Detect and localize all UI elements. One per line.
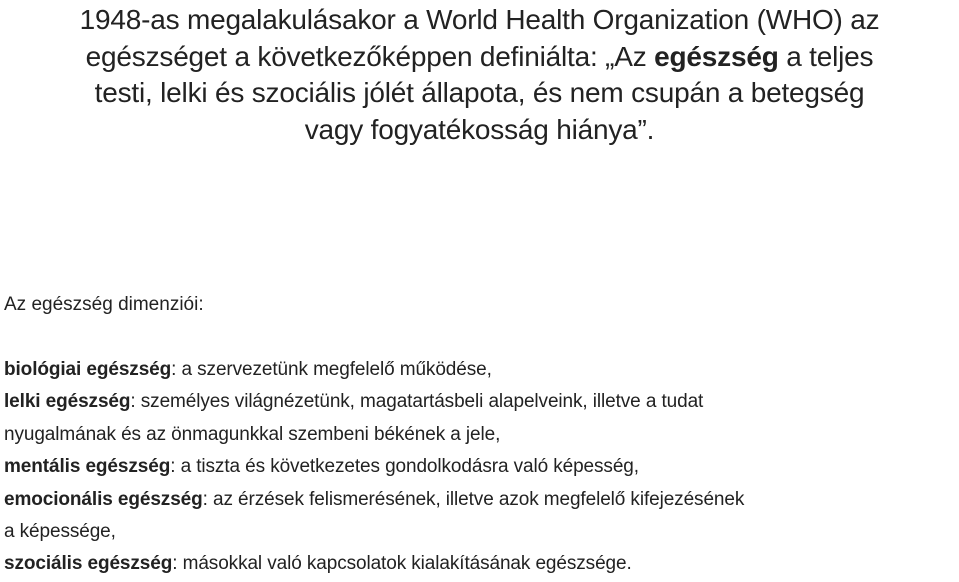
dimension-term: mentális egészség <box>4 456 171 478</box>
who-definition <box>0 2 959 148</box>
dimension-item-social <box>4 548 959 580</box>
definition-line-2-start: egészséget a következőképpen definiálta: „Az <box>85 40 655 72</box>
dimension-item-emotional <box>4 484 959 516</box>
definition-line-3: testi, lelki és szociális jólét állapota, és nem csupán a betegség <box>94 77 865 108</box>
dimension-item-spiritual <box>4 386 959 418</box>
dimension-item-biological <box>4 354 959 386</box>
dimension-text: : személyes világnézetünk, magatartásbeli alapelveink, illetve a tudat <box>130 391 704 413</box>
dimension-item-emotional-continuation: a képessége, <box>4 521 116 543</box>
dimension-text: : a tiszta és következetes gondolkodásra való képesség, <box>170 456 639 478</box>
dimension-item-mental <box>4 451 959 483</box>
dimension-term: szociális egészség <box>4 553 173 575</box>
dimension-item-spiritual-continuation: nyugalmának és az önmagunkkal szembeni békének a jele, <box>4 423 501 445</box>
dimension-term: biológiai egészség <box>4 359 172 380</box>
definition-line-2-end: a teljes <box>778 40 874 72</box>
dimensions-list <box>4 354 959 581</box>
definition-line-1: 1948-as megalakulásakor a World Health Organization (WHO) az <box>79 4 880 35</box>
dimension-term: lelki egészség <box>4 391 131 413</box>
dimension-text: : másokkal való kapcsolatok kialakításának egészsége. <box>172 553 632 575</box>
dimension-text: : az érzések felismerésének, illetve azok megfelelő kifejezésének <box>202 488 745 510</box>
definition-bold-term: egészség <box>654 40 779 72</box>
dimensions-title: Az egészség dimenziói: <box>4 294 204 315</box>
dimension-text: : a szervezetünk megfelelő működése, <box>171 359 492 380</box>
definition-line-2 <box>0 39 959 76</box>
definition-line-4: vagy fogyatékosság hiánya”. <box>304 113 655 145</box>
dimension-term: emocionális egészség <box>4 488 203 510</box>
